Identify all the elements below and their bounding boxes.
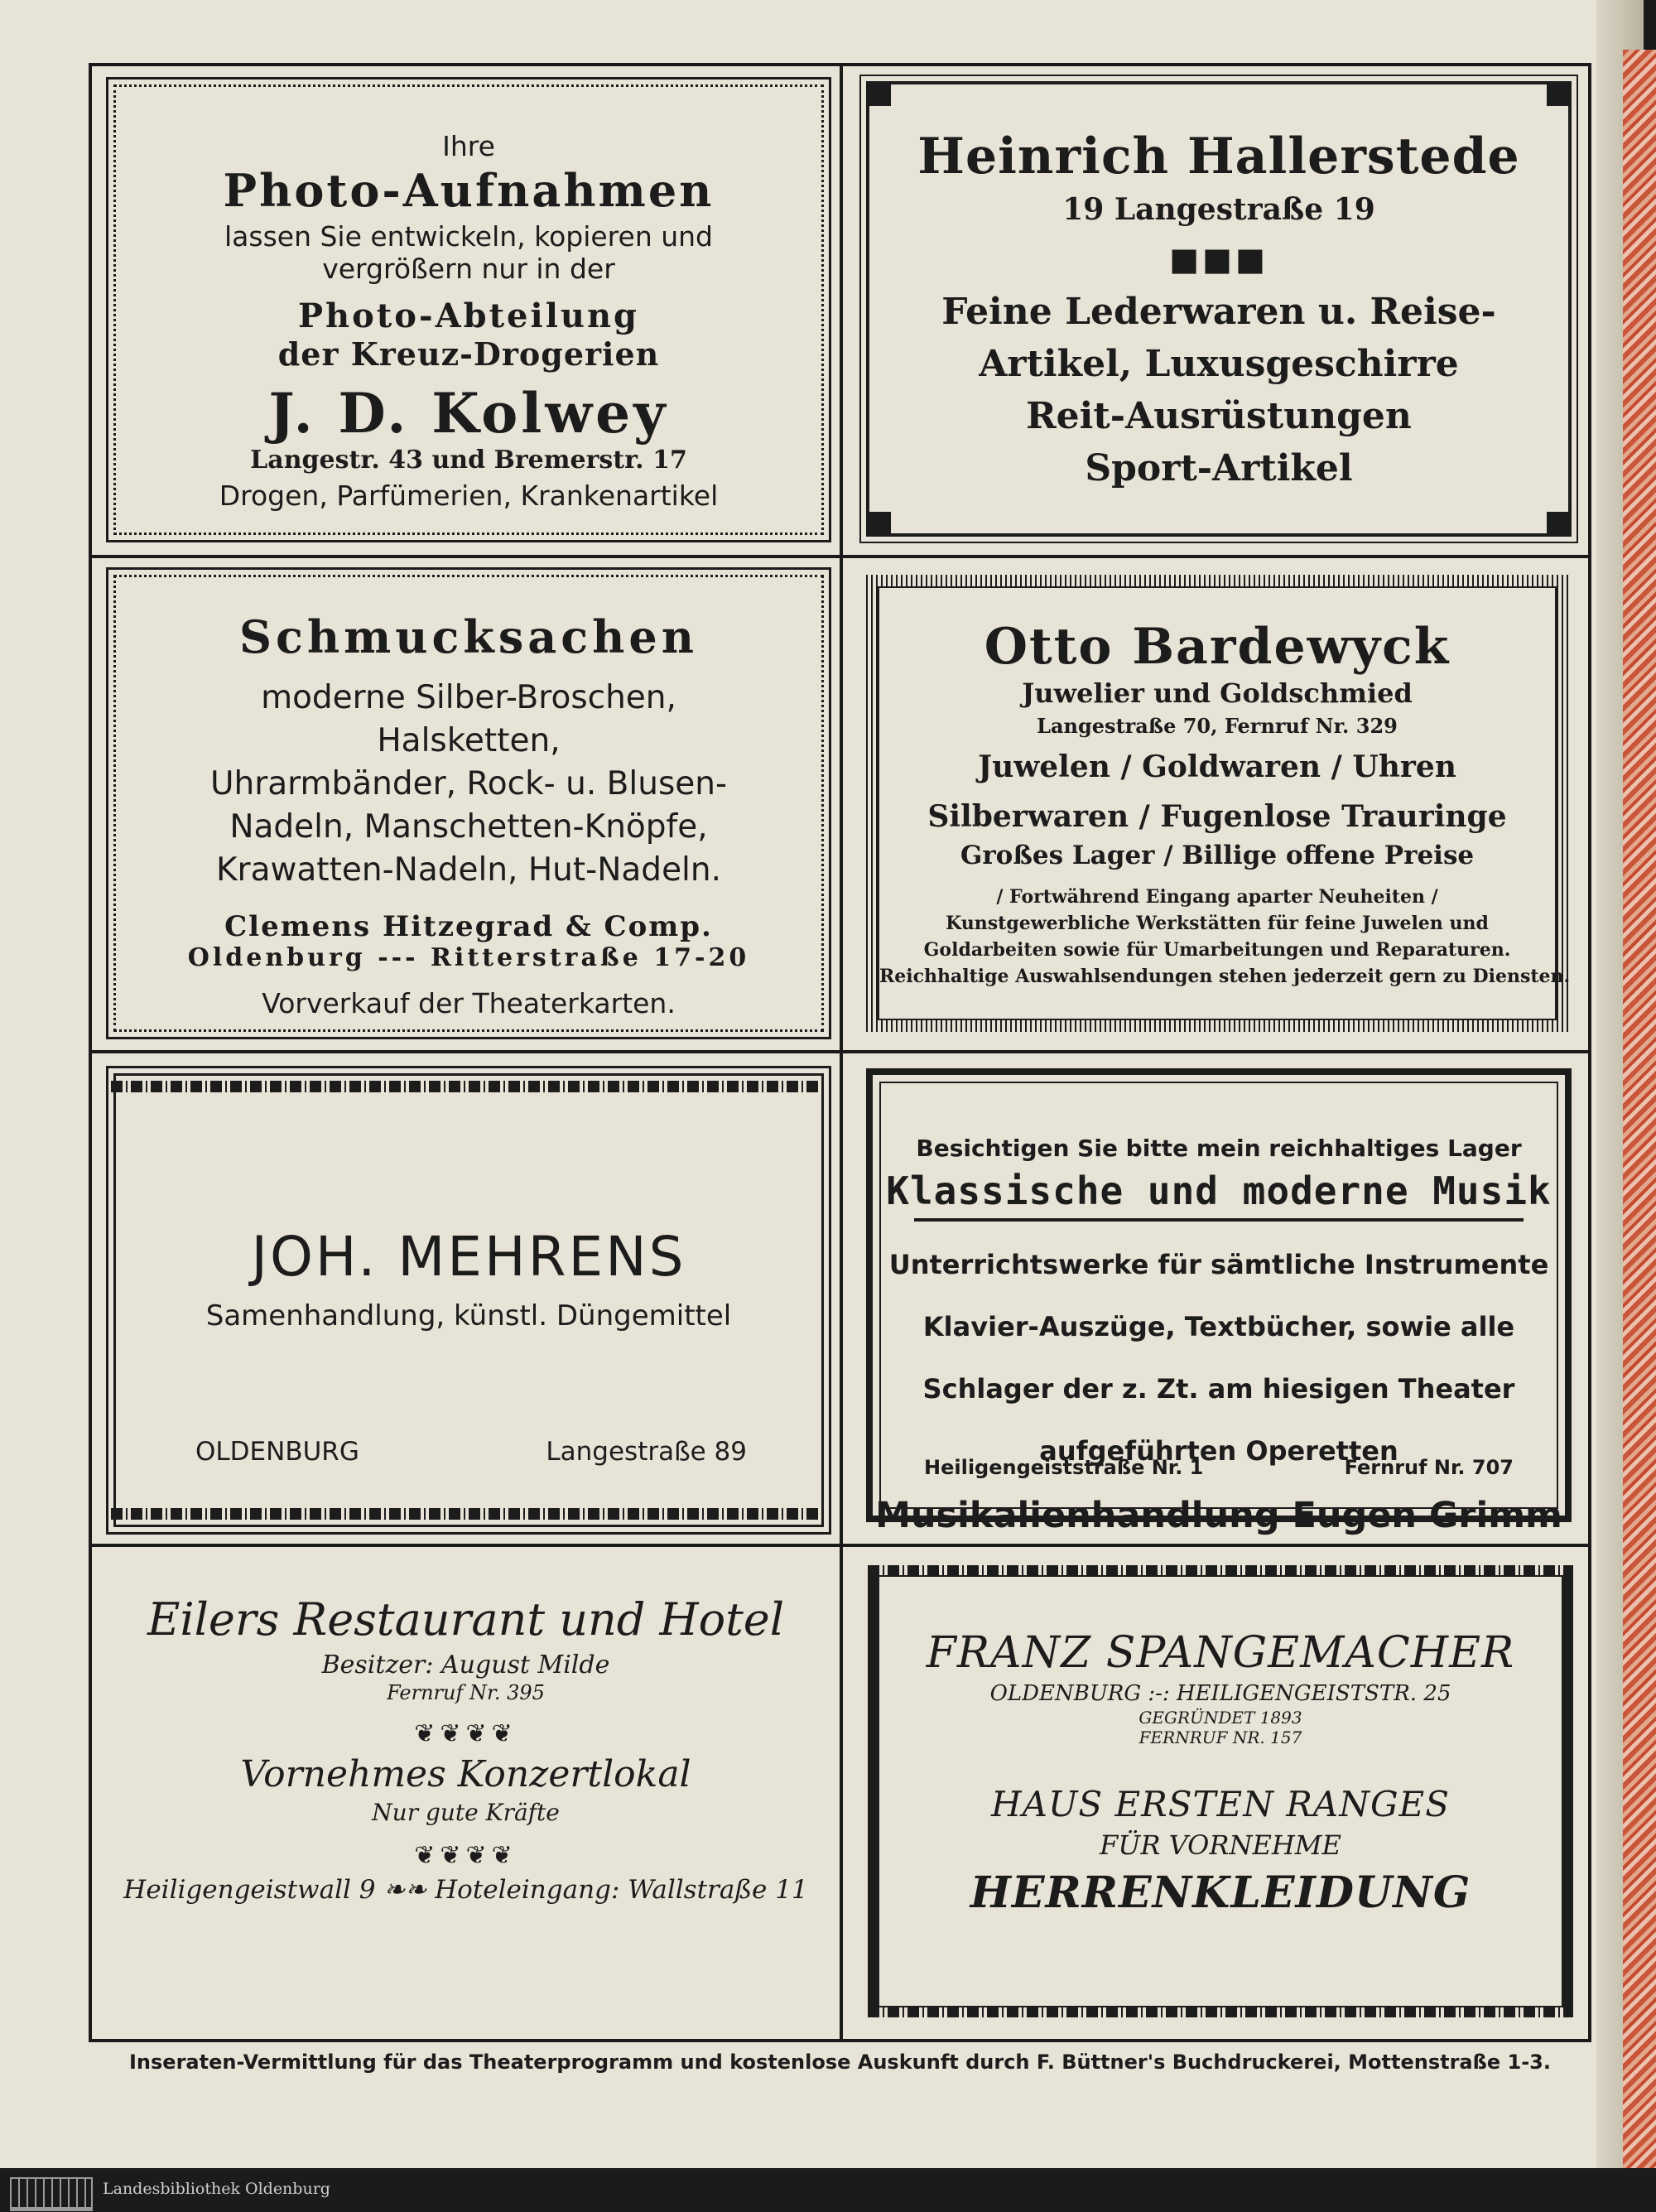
ad-spangemacher-pane (878, 1575, 1563, 2007)
ad-eilers-address: Heiligengeistwall 9 ❧❧ Hoteleingang: Wallstraße 11 (123, 1875, 808, 1905)
ad-grimm-line: Unterrichtswerke für sämtliche Instrumente (888, 1249, 1549, 1280)
corner-ornament (866, 512, 891, 537)
ad-schmuck-line: Krawatten-Nadeln, Hut-Nadeln. (215, 851, 722, 889)
ad-spangemacher-box (868, 1565, 1573, 2017)
ad-spangemacher-line: FÜR VORNEHME (1100, 1829, 1341, 1861)
ad-eilers-ornament: ❦❦❦❦ (414, 1719, 518, 1748)
cover-edge-strip (1623, 50, 1656, 2170)
advertising-note: Inseraten-Vermittlung für das Theaterprogramm und kostenlose Auskunft durch F. Büttner's Buchdruckerei, Mottenstraße 1-3. (129, 2051, 1551, 2074)
ad-schmuck-firm: Clemens Hitzegrad & Comp. (224, 910, 713, 943)
ad-schmuck-box (113, 575, 824, 1032)
headline-underline (914, 1218, 1524, 1222)
ad-schmuck (92, 558, 840, 1050)
ad-photo-line: Ihre (442, 130, 495, 162)
ad-grimm-line: Schlager der z. Zt. am hiesigen Theater (922, 1373, 1515, 1405)
ad-bardewyck-name: Otto Bardewyck (984, 618, 1451, 676)
ad-grimm-firm: Musikalienhandlung Eugen Grimm (875, 1495, 1562, 1536)
ad-eilers-phone: Fernruf Nr. 395 (387, 1681, 545, 1704)
ad-schmuck-line: Nadeln, Manschetten-Knöpfe, (229, 808, 708, 846)
ad-bardewyck-box (866, 575, 1571, 1032)
ad-grimm-line: Klavier-Auszüge, Textbücher, sowie alle (922, 1311, 1515, 1342)
ad-spangemacher-line: HERRENKLEIDUNG (970, 1867, 1471, 1918)
ad-schmuck-note: Vorverkauf der Theaterkarten. (262, 987, 676, 1019)
ad-spangemacher-address: OLDENBURG :-: HEILIGENGEISTSTR. 25 (989, 1681, 1451, 1706)
ad-photo-address: Langestr. 43 und Bremerstr. 17 (250, 446, 687, 475)
ad-bardewyck-line: Juwelen / Goldwaren / Uhren (978, 749, 1456, 784)
library-logo-icon (10, 2177, 93, 2211)
ad-spangemacher-phone: FERNRUF NR. 157 (1138, 1728, 1302, 1747)
ad-grimm (843, 1053, 1588, 1544)
corner-ornament (1547, 81, 1572, 106)
ad-bardewyck-small: Kunstgewerbliche Werkstätten für feine Juwelen und (946, 913, 1489, 934)
ad-photo (92, 66, 840, 555)
ad-grimm-line: aufgeführten Operetten (1039, 1435, 1398, 1467)
ad-mehrens-box (113, 1073, 824, 1527)
ad-grimm-street: Heiligengeiststraße Nr. 1 (924, 1456, 1204, 1479)
ad-schmuck-address: Oldenburg --- Ritterstraße 17-20 (187, 943, 750, 972)
ad-hallerstede-line: Sport-Artikel (1085, 447, 1353, 489)
ad-hallerstede-box (866, 81, 1572, 537)
ad-photo-firm: J. D. Kolwey (268, 381, 669, 446)
ad-photo-line: Drogen, Parfümerien, Krankenartikel (219, 480, 719, 512)
ad-bardewyck-small: / Fortwährend Eingang aparter Neuheiten / (996, 886, 1438, 908)
ad-photo-department: der Kreuz-Drogerien (277, 335, 660, 373)
ad-spangemacher-founded: GEGRÜNDET 1893 (1138, 1708, 1302, 1728)
ad-bardewyck-small: Reichhaltige Auswahlsendungen stehen jederzeit gern zu Diensten. (879, 966, 1571, 987)
ad-photo-department: Photo-Abteilung (297, 296, 640, 335)
ad-hallerstede-ornament: ■■■ (1169, 240, 1268, 277)
ad-hallerstede-address: 19 Langestraße 19 (1062, 192, 1375, 227)
ad-hallerstede-name: Heinrich Hallerstede (917, 128, 1520, 186)
ad-eilers-ornament: ❦❦❦❦ (414, 1841, 518, 1870)
ad-grimm-box (866, 1068, 1572, 1536)
ad-grimm-phone: Fernruf Nr. 707 (1344, 1456, 1514, 1479)
chain-border (111, 1508, 826, 1520)
ad-schmuck-line: moderne Silber-Broschen, (261, 679, 676, 716)
ad-schmuck-line: Halsketten, (377, 722, 561, 759)
corner-ornament (866, 81, 891, 106)
ad-bardewyck-small: Goldarbeiten sowie für Umarbeitungen und Reparaturen. (923, 939, 1511, 961)
ad-mehrens-trade: Samenhandlung, künstl. Düngemittel (205, 1299, 732, 1333)
ad-eilers-line: Vornehmes Konzertlokal (240, 1753, 691, 1795)
ad-mehrens-name: JOH. MEHRENS (251, 1225, 686, 1289)
ad-photo-headline: Photo-Aufnahmen (223, 164, 715, 217)
ad-bardewyck (843, 558, 1588, 1050)
ad-hallerstede-line: Reit-Ausrüstungen (1026, 395, 1412, 437)
ad-spangemacher-line: HAUS ERSTEN RANGES (991, 1784, 1450, 1824)
ad-hallerstede (843, 66, 1588, 555)
library-name[interactable]: Landesbibliothek Oldenburg (103, 2180, 330, 2198)
ad-schmuck-title: Schmucksachen (239, 610, 698, 663)
ad-mehrens (92, 1053, 840, 1544)
ad-bardewyck-trade: Juwelier und Goldschmied (1022, 677, 1413, 709)
ad-eilers-owner: Besitzer: August Milde (321, 1651, 610, 1679)
ad-bardewyck-line: Großes Lager / Billige offene Preise (960, 841, 1475, 870)
ad-eilers-line: Nur gute Kräfte (372, 1799, 560, 1826)
corner-ornament (1547, 512, 1572, 537)
ad-spangemacher-name: FRANZ SPANGEMACHER (926, 1628, 1515, 1678)
ad-hallerstede-line: Artikel, Luxusgeschirre (979, 343, 1459, 385)
ad-eilers-box (92, 1593, 840, 2024)
ad-mehrens-street: Langestraße 89 (546, 1437, 747, 1467)
ad-schmuck-line: Uhrarmbänder, Rock- u. Blusen- (209, 765, 728, 802)
ad-grimm-headline: Klassische und moderne Musik (886, 1169, 1552, 1213)
ad-grimm-line: Besichtigen Sie bitte mein reichhaltiges Lager (916, 1135, 1522, 1162)
ad-eilers-title: Eilers Restaurant und Hotel (147, 1593, 785, 1646)
ad-bardewyck-pane (878, 586, 1571, 1020)
ad-spangemacher (843, 1547, 1588, 2039)
ad-hallerstede-line: Feine Lederwaren u. Reise- (941, 291, 1496, 333)
ad-eilers (92, 1547, 840, 2039)
ad-mehrens-city: OLDENBURG (195, 1437, 359, 1467)
ad-photo-line: lassen Sie entwickeln, kopieren und (224, 220, 714, 253)
ad-photo-line: vergrößern nur in der (322, 253, 615, 285)
ad-photo-box (113, 84, 824, 535)
ad-bardewyck-line: Silberwaren / Fugenlose Trauringe (927, 799, 1507, 834)
ad-bardewyck-contact: Langestraße 70, Fernruf Nr. 329 (1037, 714, 1398, 738)
chain-border (111, 1081, 826, 1092)
